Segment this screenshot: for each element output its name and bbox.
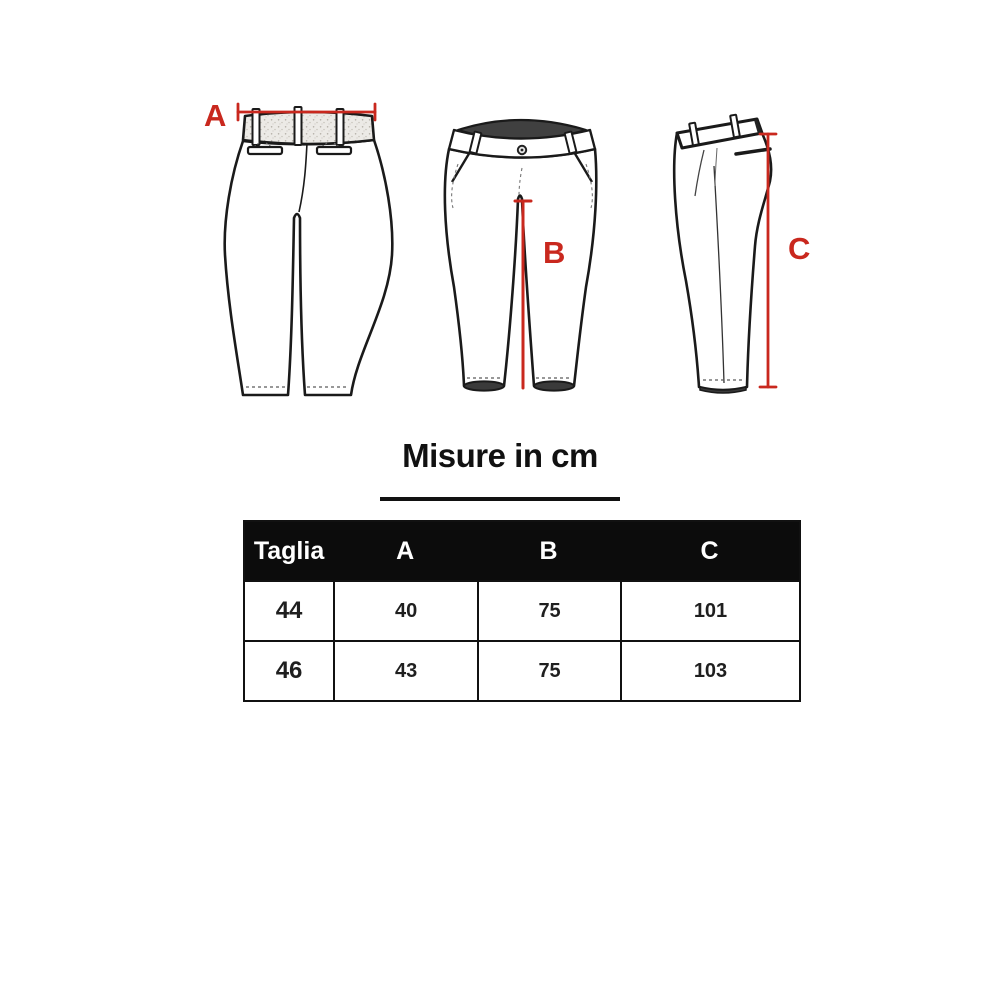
- size-table-header-b: B: [539, 536, 558, 565]
- front-hem-openings: [464, 381, 574, 390]
- size-table-row-44: [245, 580, 799, 640]
- size-table-cell-c: 103: [620, 642, 799, 700]
- size-table-cell-taglia: 44: [275, 597, 303, 624]
- size-table-header-taglia: Taglia: [253, 536, 325, 565]
- measure-label-a: A: [204, 98, 227, 133]
- title-underline-divider: [380, 497, 620, 501]
- size-table-row-46: [245, 640, 799, 700]
- page-title: Misure in cm: [402, 437, 598, 474]
- pants-side-body: [674, 133, 771, 390]
- measure-label-b: B: [543, 235, 566, 270]
- pants-front-body: [445, 149, 596, 386]
- pants-side-view-illustration: [658, 106, 811, 401]
- pants-back-view-illustration: [193, 90, 398, 410]
- size-table-cell-a: 40: [333, 582, 477, 640]
- measure-label-c: C: [788, 231, 811, 266]
- size-table-cell-taglia: 46: [275, 657, 303, 684]
- size-table-header-c: C: [700, 536, 719, 565]
- back-waistband: [243, 112, 374, 144]
- size-table-cell-c: 101: [620, 582, 799, 640]
- size-table-header-row: [245, 522, 799, 580]
- pants-front-view-illustration: [438, 102, 608, 402]
- size-table: [243, 520, 801, 702]
- size-table-cell-b: 75: [477, 582, 620, 640]
- size-table-header-a: A: [396, 536, 415, 565]
- size-table-cell-a: 43: [333, 642, 477, 700]
- size-table-cell-b: 75: [477, 642, 620, 700]
- pants-back-body: [225, 140, 393, 395]
